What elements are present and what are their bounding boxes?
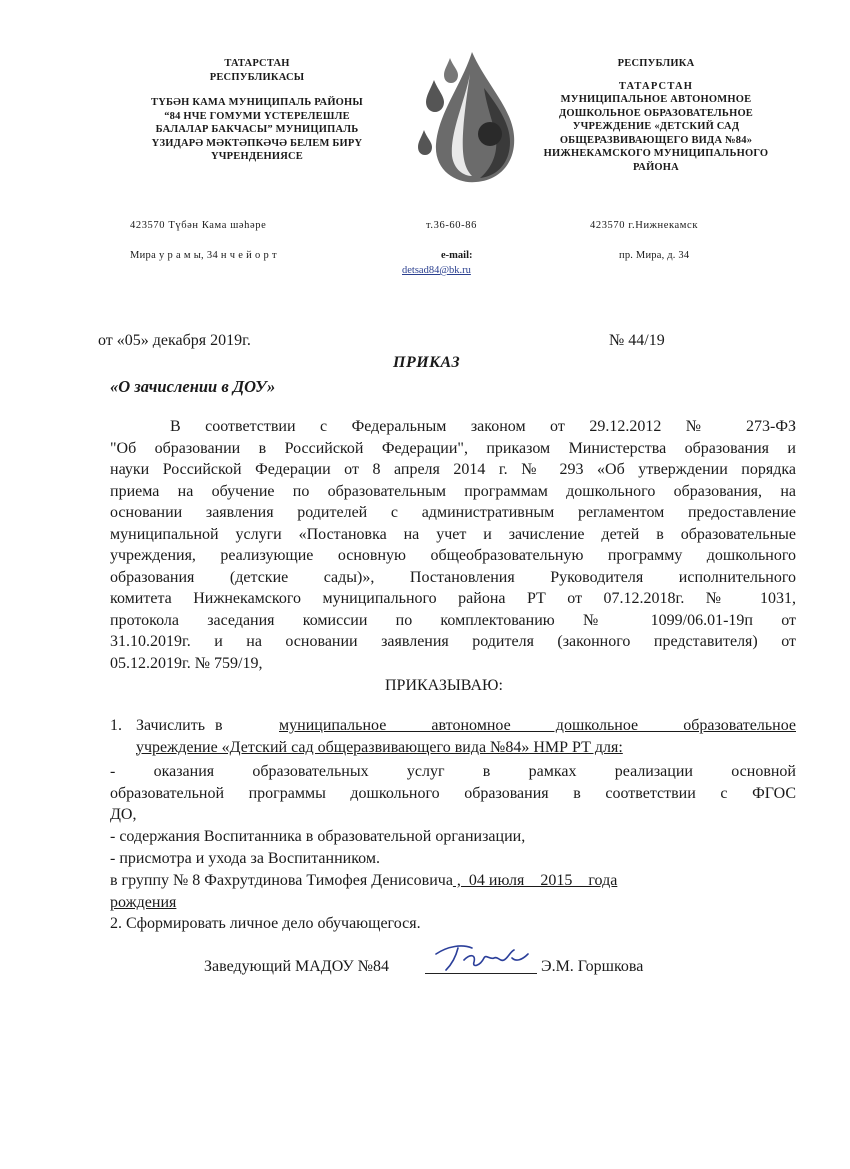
child-group-line bbox=[110, 870, 617, 892]
child-birth-word: рождения bbox=[110, 893, 177, 911]
purpose-line: образовательной программы дошкольного образования в соответствии с ФГОС bbox=[110, 784, 796, 802]
item1-organization-cont: учреждение «Детский сад общеразвивающего вида №84» НМР РТ для: bbox=[136, 738, 623, 756]
signatory-name: Э.М. Горшкова bbox=[541, 958, 644, 975]
signatory-position: Заведующий МАДОУ №84 bbox=[204, 958, 389, 975]
header-left-line: БАЛАЛАР БАКЧАСЫ” МУНИЦИПАЛЬ bbox=[155, 124, 359, 135]
contact-right-city: 423570 г.Нижнекамск bbox=[590, 220, 699, 231]
header-right-line: ДОШКОЛЬНОЕ ОБРАЗОВАТЕЛЬНОЕ bbox=[558, 107, 754, 119]
header-left-line: ҮЧРЕНДЕНИЯСЕ bbox=[210, 151, 303, 162]
header-left-line: ҮЗИДАРӘ МӘКТӘПКӘЧӘ БЕЛЕМ БИРҮ bbox=[151, 137, 363, 149]
preamble-line: приема на обучение по образовательным программам дошкольного образования, на bbox=[110, 482, 796, 500]
preamble-line: 31.10.2019г. и на основании заявления родителя (законного представителя) от bbox=[110, 633, 796, 650]
header-right-block bbox=[536, 57, 776, 174]
purpose-line: - оказания образовательных услуг в рамках реализации основной bbox=[110, 763, 796, 780]
order-command: ПРИКАЗЫВАЮ: bbox=[385, 677, 503, 694]
header-right-line: ОБЩЕРАЗВИВАЮЩЕГО ВИДА №84» bbox=[559, 134, 753, 146]
preamble-line: протокола заседания комиссии по комплектованию № 1099/06.01-19п от bbox=[110, 611, 796, 629]
child-group: в группу № 8 Фахрутдинова Тимофея Денисовича bbox=[110, 872, 453, 889]
header-left-line: РЕСПУБЛИКАСЫ bbox=[209, 71, 305, 83]
preamble-line: образования (детские сады)», Постановления Руководителя исполнительного bbox=[110, 568, 796, 586]
header-left-line: “84 НЧЕ ГОМУМИ ҮСТЕРЕЛЕШЛЕ bbox=[164, 110, 350, 122]
preamble-line: "Об образовании в Российской Федерации", приказом Министерства образования и bbox=[110, 439, 796, 457]
contact-left-street: Мира у р а м ы, 34 н ч е й о р т bbox=[130, 250, 277, 261]
header-left-line: ТАТАРСТАН bbox=[224, 58, 290, 69]
header-left-line: ТҮБӘН КАМА МУНИЦИПАЛЬ РАЙОНЫ bbox=[151, 97, 363, 108]
order-preamble bbox=[110, 416, 796, 672]
order-title: ПРИКАЗ bbox=[393, 354, 461, 371]
item1-lead: Зачислить в bbox=[136, 717, 223, 734]
item2: 2. Сформировать личное дело обучающегося. bbox=[110, 915, 421, 932]
preamble-line: науки Российской Федерации от 8 апреля 2014 г. № 293 «Об утверждении порядка bbox=[110, 461, 796, 478]
contact-right-street: пр. Мира, д. 34 bbox=[619, 250, 690, 261]
preamble-line: 05.12.2019г. № 759/19, bbox=[110, 654, 263, 672]
order-subject: «О зачислении в ДОУ» bbox=[110, 377, 276, 396]
preamble-line: комитета Нижнекамского муниципального района РТ от 07.12.2018г. № 1031, bbox=[110, 590, 796, 607]
contact-email-label: e-mail: bbox=[441, 250, 473, 261]
header-right-line: УЧРЕЖДЕНИЕ «ДЕТСКИЙ САД bbox=[572, 121, 740, 132]
purpose-line: - присмотра и ухода за Воспитанником. bbox=[110, 850, 380, 867]
header-right-line: РЕСПУБЛИКА bbox=[617, 58, 695, 69]
item1-organization: муниципальное автономное дошкольное образовательное bbox=[279, 717, 796, 734]
organization-logo bbox=[410, 44, 525, 184]
header-right-line: РАЙОНА bbox=[633, 161, 679, 173]
contact-email-link[interactable]: detsad84@bk.ru bbox=[402, 265, 471, 276]
contact-left-city: 423570 Түбән Кама шәһәре bbox=[130, 220, 267, 231]
order-date: от «05» декабря 2019г. bbox=[98, 332, 251, 349]
header-right-line: НИЖНЕКАМСКОГО МУНИЦИПАЛЬНОГО bbox=[543, 148, 769, 159]
preamble-line: В соответствии с Федеральным законом от 29.12.2012 № 273-ФЗ bbox=[170, 418, 796, 435]
preamble-line: муниципальной услуги «Постановка на учет и зачисление детей в образовательные bbox=[110, 525, 796, 543]
contact-phone: т.36-60-86 bbox=[426, 220, 477, 231]
header-right-line: МУНИЦИПАЛЬНОЕ АВТОНОМНОЕ bbox=[560, 94, 752, 105]
header-left-block bbox=[130, 57, 384, 164]
child-birth-date: , 04 июля 2015 года bbox=[452, 872, 618, 889]
preamble-line: учреждения, реализующие основную общеобразовательную программу дошкольного bbox=[110, 547, 796, 564]
item1-number: 1. bbox=[110, 717, 122, 734]
handwritten-signature bbox=[428, 940, 538, 974]
order-number: № 44/19 bbox=[609, 332, 665, 349]
header-right-line: ТАТАРСТАН bbox=[618, 80, 694, 92]
purpose-line: - содержания Воспитанника в образовательной организации, bbox=[110, 828, 526, 845]
preamble-line: основании заявления родителей с административным регламентом предоставление bbox=[110, 504, 796, 521]
purpose-line: ДО, bbox=[110, 806, 137, 823]
